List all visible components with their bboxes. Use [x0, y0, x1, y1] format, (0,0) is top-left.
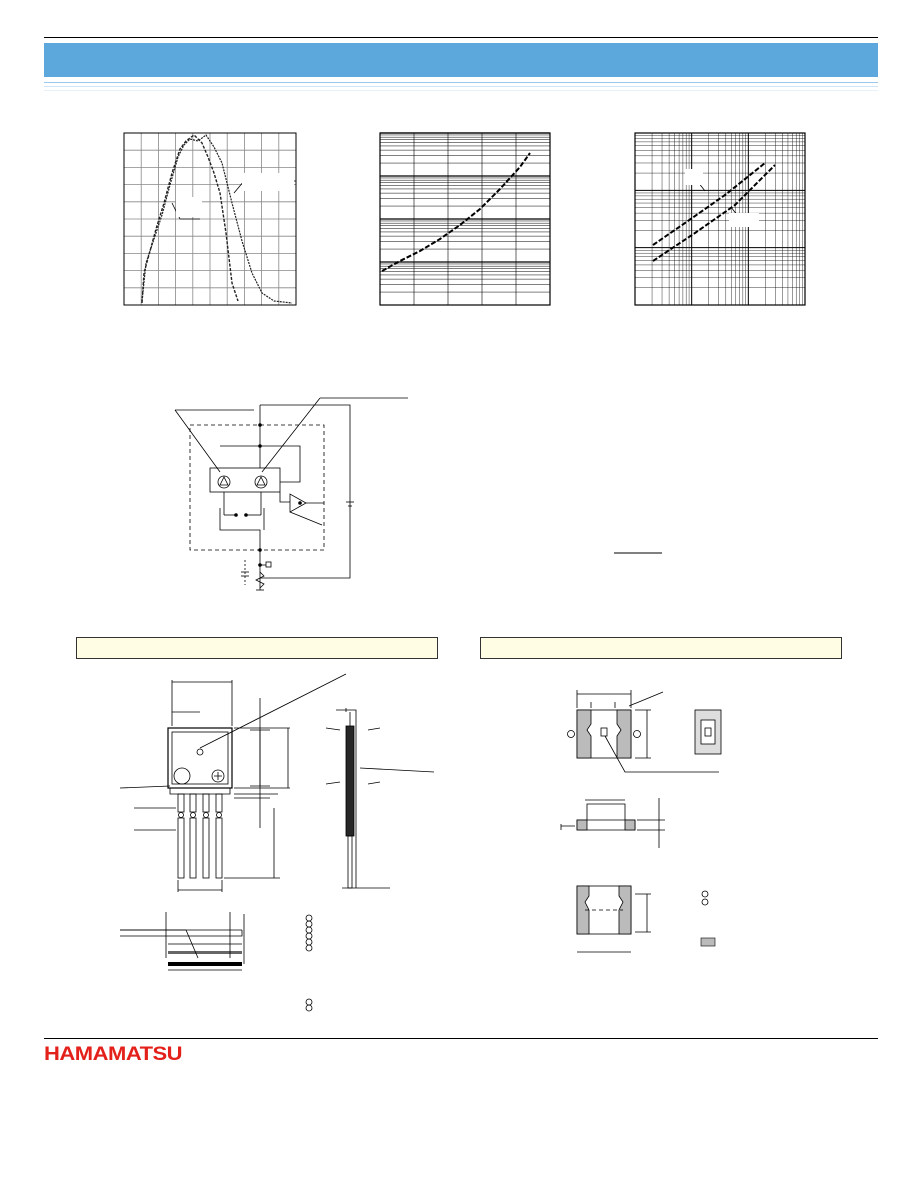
section-header-right	[480, 637, 842, 659]
label-box	[176, 197, 202, 217]
section-header-left	[76, 637, 438, 659]
graph-grid	[124, 133, 296, 305]
log-log-graph	[635, 133, 805, 305]
banner-rule	[44, 90, 878, 91]
spectral-response-graph	[124, 133, 296, 305]
label-box	[685, 169, 703, 185]
top-rule	[44, 37, 878, 38]
label-box	[242, 173, 294, 191]
hamamatsu-logo: HAMAMATSU	[44, 1042, 183, 1065]
banner-rule	[44, 86, 878, 87]
graph-grid	[380, 133, 550, 305]
banner-rule	[44, 82, 878, 83]
semi-log-graph	[380, 133, 550, 305]
smd-outline-drawing	[555, 680, 755, 960]
title-banner	[44, 43, 878, 77]
circuit-diagram	[160, 390, 420, 600]
package-outline-drawing	[110, 668, 440, 998]
graph-grid	[635, 133, 805, 305]
fraction-bar	[614, 552, 664, 556]
data-curve	[382, 153, 530, 271]
label-box	[729, 213, 759, 227]
footer-rule	[44, 1038, 878, 1039]
legend-swatch	[701, 938, 715, 946]
